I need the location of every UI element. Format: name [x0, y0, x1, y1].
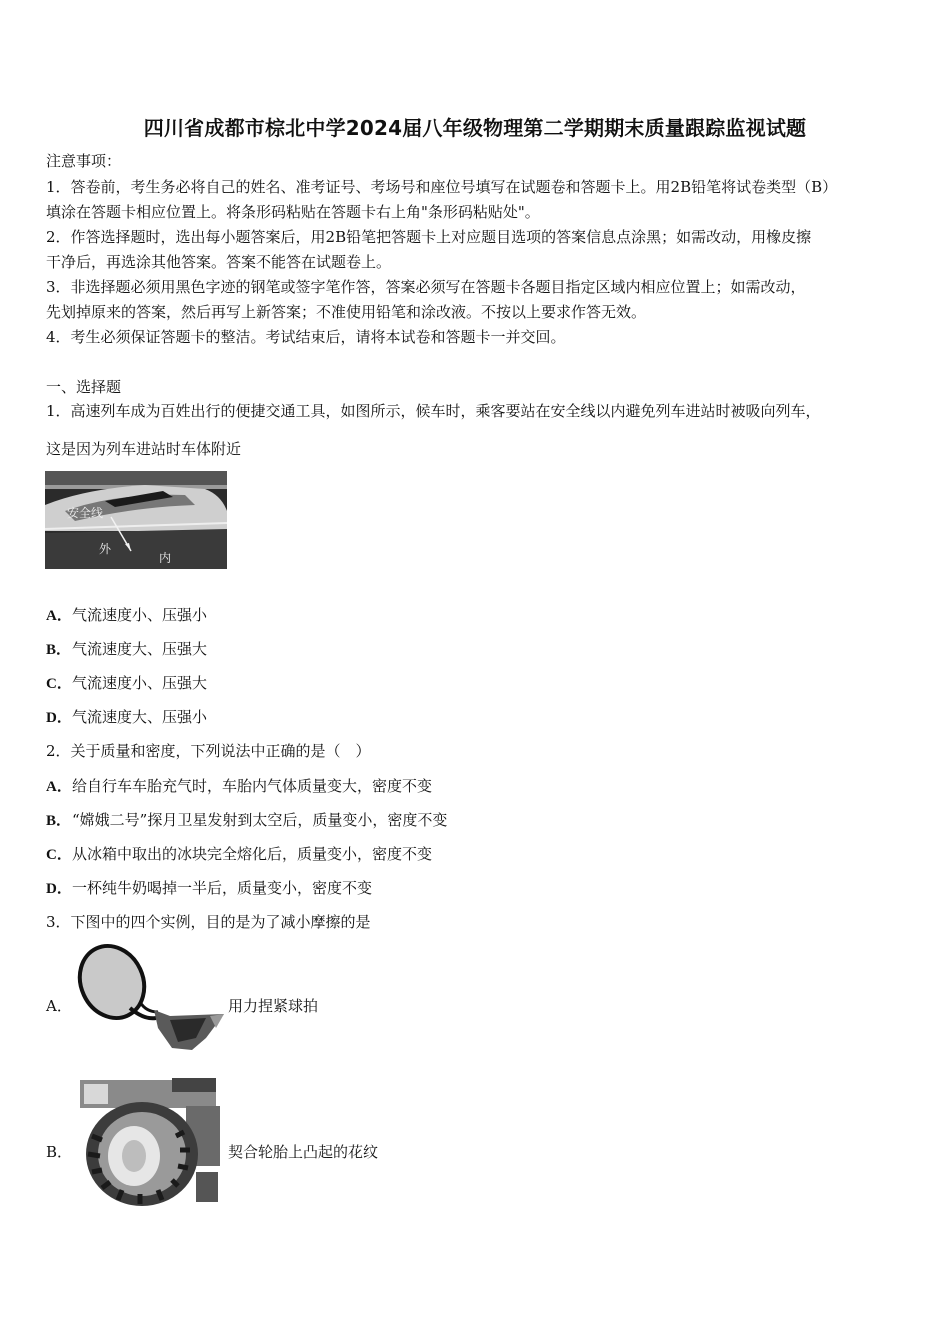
option-label: B．	[46, 813, 72, 829]
notice-line: 3．非选择题必须用黑色字迹的钢笔或签字笔作答，答案必须写在答题卡各题目指定区域内相应位置上；如需改动，	[46, 278, 806, 296]
notice-heading: 注意事项：	[46, 152, 122, 170]
section-heading: 一、选择题	[46, 378, 122, 396]
racket-icon	[74, 942, 226, 1058]
option-label: D．	[46, 710, 72, 726]
q1-option-b	[46, 640, 207, 659]
option-text: 气流速度小、压强大	[72, 674, 208, 692]
notice-line: 填涂在答题卡相应位置上。将条形码粘贴在答题卡右上角"条形码粘贴处"。	[46, 203, 540, 221]
option-text: 从冰箱中取出的冰块完全熔化后，质量变小，密度不变	[72, 845, 433, 863]
q2-option-b	[46, 811, 447, 830]
notice-line: 1．答卷前，考生务必将自己的姓名、准考证号、考场号和座位号填写在试题卷和答题卡上。用2B铅笔将试卷类型（B）	[46, 178, 838, 196]
option-text: 一杯纯牛奶喝掉一半后，质量变小，密度不变	[72, 879, 373, 897]
safety-line-label: 安全线	[67, 506, 104, 520]
option-text: 给自行车车胎充气时，车胎内气体质量变大，密度不变	[72, 777, 433, 795]
q1-option-a	[46, 606, 207, 625]
option-text: 气流速度大、压强大	[72, 640, 208, 658]
q1-option-c	[46, 674, 207, 693]
notice-line: 干净后，再选涂其他答案。答案不能答在试题卷上。	[46, 253, 392, 271]
q2-option-a	[46, 777, 432, 796]
q2-option-c	[46, 845, 432, 864]
notice-line: 先划掉原来的答案，然后再写上新答案；不准使用铅笔和涂改液。不按以上要求作答无效。	[46, 303, 647, 321]
train-safety-line-figure	[45, 471, 227, 569]
q1-option-d	[46, 708, 207, 727]
q3-option-b-text: 契合轮胎上凸起的花纹	[228, 1143, 379, 1161]
option-label: C．	[46, 847, 72, 863]
q3-option-a-label: A．	[46, 997, 72, 1015]
option-label: D．	[46, 881, 72, 897]
question-1-stem-cont: 这是因为列车进站时车体附近	[46, 440, 242, 458]
q2-option-d	[46, 879, 372, 898]
option-label: A．	[46, 608, 72, 624]
option-text: 气流速度小、压强小	[72, 606, 208, 624]
q3-option-a-text: 用力捏紧球拍	[228, 997, 319, 1015]
question-3-stem: 3．下图中的四个实例，目的是为了减小摩擦的是	[46, 913, 371, 931]
option-label: A．	[46, 779, 72, 795]
question-2-stem: 2．关于质量和密度，下列说法中正确的是（ ）	[46, 742, 371, 760]
option-text: 气流速度大、压强小	[72, 708, 208, 726]
page-title: 四川省成都市棕北中学2024届八年级物理第二学期期末质量跟踪监视试题	[143, 116, 807, 140]
inner-label: 内	[159, 551, 172, 565]
notice-line: 2．作答选择题时，选出每小题答案后，用2B铅笔把答题卡上对应题目选项的答案信息点涂黑；如需改动，用橡皮擦	[46, 228, 812, 246]
q3-option-b-label: B．	[46, 1143, 73, 1161]
question-1-stem: 1．高速列车成为百姓出行的便捷交通工具，如图所示，候车时，乘客要站在安全线以内避免列车进站时被吸向列车，	[46, 402, 821, 420]
outer-label: 外	[99, 542, 112, 556]
option-label: B．	[46, 642, 72, 658]
option-text: “嫦娥二号”探月卫星发射到太空后，质量变小，密度不变	[72, 811, 448, 829]
notice-line: 4．考生必须保证答题卡的整洁。考试结束后，请将本试卷和答题卡一并交回。	[46, 328, 566, 346]
tractor-tire-icon	[74, 1076, 222, 1208]
option-label: C．	[46, 676, 72, 692]
